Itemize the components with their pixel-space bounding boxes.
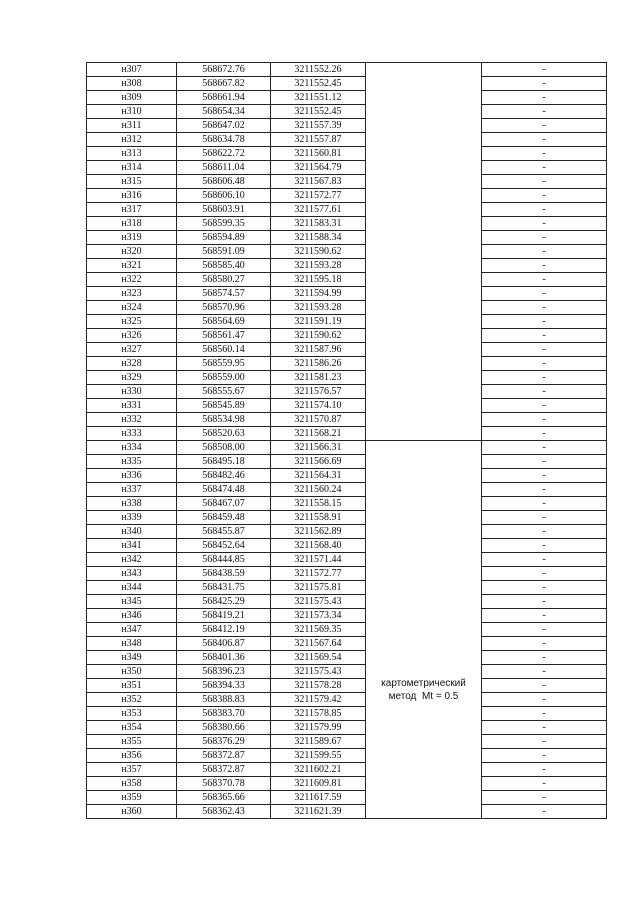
table-row [87,483,607,497]
y-coordinate-cell: 3211566.69 [271,455,366,469]
note-cell: - [482,203,607,217]
note-cell: - [482,735,607,749]
table-row [87,245,607,259]
x-coordinate-cell: 568559.00 [177,371,271,385]
table-row [87,763,607,777]
note-cell: - [482,161,607,175]
y-coordinate-cell: 3211578.28 [271,679,366,693]
y-coordinate-cell: 3211609.81 [271,777,366,791]
table-row [87,539,607,553]
note-cell: - [482,245,607,259]
note-cell: - [482,413,607,427]
y-coordinate-cell: 3211562.89 [271,525,366,539]
table-row [87,497,607,511]
x-coordinate-cell: 568388.83 [177,693,271,707]
x-coordinate-cell: 568520.63 [177,427,271,441]
x-coordinate-cell: 568654.34 [177,105,271,119]
note-cell: - [482,749,607,763]
coordinates-table-body [87,63,607,819]
note-cell: - [482,777,607,791]
point-name-cell: н359 [87,791,177,805]
table-row [87,91,607,105]
x-coordinate-cell: 568495.18 [177,455,271,469]
point-name-cell: н313 [87,147,177,161]
note-cell: - [482,343,607,357]
note-cell: - [482,595,607,609]
method-cell-top [366,63,482,441]
note-cell: - [482,371,607,385]
point-name-cell: н341 [87,539,177,553]
point-name-cell: н339 [87,511,177,525]
x-coordinate-cell: 568396.23 [177,665,271,679]
point-name-cell: н326 [87,329,177,343]
point-name-cell: н335 [87,455,177,469]
x-coordinate-cell: 568585.40 [177,259,271,273]
y-coordinate-cell: 3211579.42 [271,693,366,707]
table-row [87,455,607,469]
point-name-cell: н319 [87,231,177,245]
table-row [87,651,607,665]
point-name-cell: н334 [87,441,177,455]
table-row [87,189,607,203]
note-cell: - [482,525,607,539]
y-coordinate-cell: 3211567.64 [271,637,366,651]
table-row [87,371,607,385]
x-coordinate-cell: 568482.46 [177,469,271,483]
point-name-cell: н315 [87,175,177,189]
note-cell: - [482,791,607,805]
x-coordinate-cell: 568431.75 [177,581,271,595]
note-cell: - [482,455,607,469]
table-row [87,749,607,763]
y-coordinate-cell: 3211590.62 [271,245,366,259]
point-name-cell: н321 [87,259,177,273]
y-coordinate-cell: 3211568.21 [271,427,366,441]
x-coordinate-cell: 568406.87 [177,637,271,651]
point-name-cell: н307 [87,63,177,77]
note-cell: - [482,63,607,77]
y-coordinate-cell: 3211575.43 [271,665,366,679]
x-coordinate-cell: 568394.33 [177,679,271,693]
y-coordinate-cell: 3211587.96 [271,343,366,357]
note-cell: - [482,707,607,721]
x-coordinate-cell: 568534.98 [177,413,271,427]
x-coordinate-cell: 568647.02 [177,119,271,133]
table-row [87,231,607,245]
x-coordinate-cell: 568560.14 [177,343,271,357]
table-row [87,301,607,315]
y-coordinate-cell: 3211552.45 [271,105,366,119]
point-name-cell: н328 [87,357,177,371]
y-coordinate-cell: 3211569.54 [271,651,366,665]
note-cell: - [482,553,607,567]
point-name-cell: н327 [87,343,177,357]
point-name-cell: н308 [87,77,177,91]
point-name-cell: н331 [87,399,177,413]
point-name-cell: н323 [87,287,177,301]
note-cell: - [482,357,607,371]
point-name-cell: н316 [87,189,177,203]
y-coordinate-cell: 3211566.31 [271,441,366,455]
y-coordinate-cell: 3211564.31 [271,469,366,483]
note-cell: - [482,217,607,231]
x-coordinate-cell: 568594.89 [177,231,271,245]
point-name-cell: н340 [87,525,177,539]
x-coordinate-cell: 568372.87 [177,763,271,777]
point-name-cell: н349 [87,651,177,665]
table-row [87,567,607,581]
point-name-cell: н311 [87,119,177,133]
y-coordinate-cell: 3211593.28 [271,259,366,273]
x-coordinate-cell: 568438.59 [177,567,271,581]
note-cell: - [482,651,607,665]
point-name-cell: н322 [87,273,177,287]
x-coordinate-cell: 568661.94 [177,91,271,105]
note-cell: - [482,175,607,189]
note-cell: - [482,539,607,553]
note-cell: - [482,287,607,301]
table-row [87,343,607,357]
table-row [87,385,607,399]
y-coordinate-cell: 3211578.85 [271,707,366,721]
table-row [87,777,607,791]
point-name-cell: н337 [87,483,177,497]
point-name-cell: н357 [87,763,177,777]
point-name-cell: н358 [87,777,177,791]
table-row [87,693,607,707]
y-coordinate-cell: 3211602.21 [271,763,366,777]
note-cell: - [482,665,607,679]
x-coordinate-cell: 568376.29 [177,735,271,749]
y-coordinate-cell: 3211579.99 [271,721,366,735]
y-coordinate-cell: 3211558.15 [271,497,366,511]
y-coordinate-cell: 3211621.39 [271,805,366,819]
table-row [87,77,607,91]
x-coordinate-cell: 568634.78 [177,133,271,147]
point-name-cell: н333 [87,427,177,441]
x-coordinate-cell: 568570.96 [177,301,271,315]
y-coordinate-cell: 3211557.87 [271,133,366,147]
x-coordinate-cell: 568564.69 [177,315,271,329]
y-coordinate-cell: 3211599.55 [271,749,366,763]
y-coordinate-cell: 3211589.67 [271,735,366,749]
point-name-cell: н352 [87,693,177,707]
x-coordinate-cell: 568455.87 [177,525,271,539]
note-cell: - [482,133,607,147]
x-coordinate-cell: 568467.07 [177,497,271,511]
point-name-cell: н324 [87,301,177,315]
x-coordinate-cell: 568380.66 [177,721,271,735]
y-coordinate-cell: 3211560.81 [271,147,366,161]
note-cell: - [482,91,607,105]
note-cell: - [482,483,607,497]
x-coordinate-cell: 568561.47 [177,329,271,343]
x-coordinate-cell: 568559.95 [177,357,271,371]
x-coordinate-cell: 568401.36 [177,651,271,665]
table-row [87,357,607,371]
table-row [87,637,607,651]
point-name-cell: н345 [87,595,177,609]
x-coordinate-cell: 568365.66 [177,791,271,805]
y-coordinate-cell: 3211571.44 [271,553,366,567]
note-cell: - [482,329,607,343]
table-row [87,553,607,567]
x-coordinate-cell: 568591.09 [177,245,271,259]
note-cell: - [482,385,607,399]
y-coordinate-cell: 3211569.35 [271,623,366,637]
note-cell: - [482,119,607,133]
point-name-cell: н355 [87,735,177,749]
note-cell: - [482,315,607,329]
point-name-cell: н329 [87,371,177,385]
note-cell: - [482,189,607,203]
y-coordinate-cell: 3211595.18 [271,273,366,287]
y-coordinate-cell: 3211575.81 [271,581,366,595]
note-cell: - [482,259,607,273]
table-row [87,511,607,525]
x-coordinate-cell: 568667.82 [177,77,271,91]
point-name-cell: н309 [87,91,177,105]
point-name-cell: н338 [87,497,177,511]
x-coordinate-cell: 568603.91 [177,203,271,217]
y-coordinate-cell: 3211564.79 [271,161,366,175]
point-name-cell: н317 [87,203,177,217]
point-name-cell: н347 [87,623,177,637]
x-coordinate-cell: 568362.43 [177,805,271,819]
note-cell: - [482,441,607,455]
table-row [87,581,607,595]
method-cell [366,441,482,819]
x-coordinate-cell: 568606.48 [177,175,271,189]
note-cell: - [482,693,607,707]
x-coordinate-cell: 568383.70 [177,707,271,721]
y-coordinate-cell: 3211552.45 [271,77,366,91]
table-row [87,469,607,483]
y-coordinate-cell: 3211581.23 [271,371,366,385]
table-row [87,273,607,287]
y-coordinate-cell: 3211570.87 [271,413,366,427]
y-coordinate-cell: 3211576.57 [271,385,366,399]
point-name-cell: н360 [87,805,177,819]
note-cell: - [482,511,607,525]
table-row [87,707,607,721]
point-name-cell: н314 [87,161,177,175]
table-row [87,63,607,77]
x-coordinate-cell: 568622.72 [177,147,271,161]
x-coordinate-cell: 568370.78 [177,777,271,791]
table-row [87,147,607,161]
note-cell: - [482,273,607,287]
point-name-cell: н320 [87,245,177,259]
y-coordinate-cell: 3211577.61 [271,203,366,217]
note-cell: - [482,679,607,693]
note-cell: - [482,609,607,623]
y-coordinate-cell: 3211583.31 [271,217,366,231]
note-cell: - [482,637,607,651]
table-row [87,525,607,539]
y-coordinate-cell: 3211568.40 [271,539,366,553]
point-name-cell: н354 [87,721,177,735]
note-cell: - [482,301,607,315]
method-text-line2: метод Mt = 0.5 [388,690,459,702]
point-name-cell: н332 [87,413,177,427]
point-name-cell: н353 [87,707,177,721]
point-name-cell: н312 [87,133,177,147]
y-coordinate-cell: 3211558.91 [271,511,366,525]
note-cell: - [482,805,607,819]
x-coordinate-cell: 568459.48 [177,511,271,525]
point-name-cell: н342 [87,553,177,567]
x-coordinate-cell: 568444.85 [177,553,271,567]
note-cell: - [482,721,607,735]
note-cell: - [482,497,607,511]
y-coordinate-cell: 3211588.34 [271,231,366,245]
note-cell: - [482,77,607,91]
y-coordinate-cell: 3211617.59 [271,791,366,805]
table-row [87,119,607,133]
note-cell: - [482,469,607,483]
y-coordinate-cell: 3211593.28 [271,301,366,315]
point-name-cell: н310 [87,105,177,119]
table-row [87,329,607,343]
table-row [87,315,607,329]
table-row [87,665,607,679]
point-name-cell: н348 [87,637,177,651]
x-coordinate-cell: 568452.64 [177,539,271,553]
point-name-cell: н343 [87,567,177,581]
point-name-cell: н336 [87,469,177,483]
note-cell: - [482,399,607,413]
x-coordinate-cell: 568606.10 [177,189,271,203]
x-coordinate-cell: 568574.57 [177,287,271,301]
note-cell: - [482,147,607,161]
y-coordinate-cell: 3211552.26 [271,63,366,77]
y-coordinate-cell: 3211594.99 [271,287,366,301]
x-coordinate-cell: 568580.27 [177,273,271,287]
note-cell: - [482,623,607,637]
point-name-cell: н346 [87,609,177,623]
point-name-cell: н344 [87,581,177,595]
point-name-cell: н330 [87,385,177,399]
note-cell: - [482,231,607,245]
y-coordinate-cell: 3211567.83 [271,175,366,189]
x-coordinate-cell: 568545.89 [177,399,271,413]
x-coordinate-cell: 568419.21 [177,609,271,623]
y-coordinate-cell: 3211572.77 [271,567,366,581]
x-coordinate-cell: 568474.48 [177,483,271,497]
y-coordinate-cell: 3211575.43 [271,595,366,609]
point-name-cell: н356 [87,749,177,763]
note-cell: - [482,581,607,595]
table-row [87,735,607,749]
y-coordinate-cell: 3211560.24 [271,483,366,497]
point-name-cell: н318 [87,217,177,231]
table-row [87,413,607,427]
table-row [87,623,607,637]
coordinates-table [86,62,607,819]
note-cell: - [482,567,607,581]
table-row [87,441,607,455]
table-row [87,721,607,735]
note-cell: - [482,105,607,119]
x-coordinate-cell: 568372.87 [177,749,271,763]
table-row [87,595,607,609]
x-coordinate-cell: 568412.19 [177,623,271,637]
table-row [87,805,607,819]
table-row [87,161,607,175]
y-coordinate-cell: 3211591.19 [271,315,366,329]
note-cell: - [482,763,607,777]
y-coordinate-cell: 3211551.12 [271,91,366,105]
point-name-cell: н350 [87,665,177,679]
y-coordinate-cell: 3211557.39 [271,119,366,133]
x-coordinate-cell: 568672.76 [177,63,271,77]
y-coordinate-cell: 3211586.26 [271,357,366,371]
y-coordinate-cell: 3211574.10 [271,399,366,413]
table-row [87,105,607,119]
table-row [87,203,607,217]
table-row [87,791,607,805]
y-coordinate-cell: 3211590.62 [271,329,366,343]
x-coordinate-cell: 568555.67 [177,385,271,399]
table-row [87,175,607,189]
table-row [87,259,607,273]
y-coordinate-cell: 3211572.77 [271,189,366,203]
x-coordinate-cell: 568599.35 [177,217,271,231]
x-coordinate-cell: 568611.04 [177,161,271,175]
table-row [87,679,607,693]
method-text-line1: картометрический [381,677,466,689]
y-coordinate-cell: 3211573.34 [271,609,366,623]
x-coordinate-cell: 568425.29 [177,595,271,609]
table-row [87,609,607,623]
point-name-cell: н351 [87,679,177,693]
table-row [87,217,607,231]
table-row [87,399,607,413]
table-row [87,427,607,441]
table-row [87,287,607,301]
x-coordinate-cell: 568508.00 [177,441,271,455]
note-cell: - [482,427,607,441]
table-row [87,133,607,147]
point-name-cell: н325 [87,315,177,329]
